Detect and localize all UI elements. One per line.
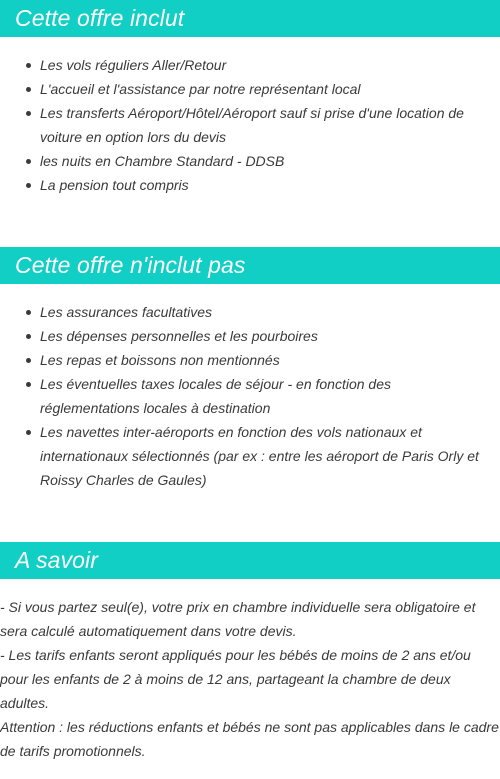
list-item <box>40 101 500 149</box>
list-item <box>40 149 500 173</box>
list-item-text: Les éventuelles taxes locales de séjour - en fonction des réglementations locales à destination <box>40 376 391 416</box>
list-item-text: L'accueil et l'assistance par notre représentant local <box>40 81 361 97</box>
bullet-icon <box>26 63 31 68</box>
list-item <box>40 372 500 420</box>
list-item <box>40 173 500 197</box>
excludes-heading: Cette offre n'inclut pas <box>0 247 500 284</box>
excludes-list <box>0 300 500 492</box>
savoir-heading: A savoir <box>0 542 500 579</box>
list-item <box>40 348 500 372</box>
bullet-icon <box>26 183 31 188</box>
savoir-paragraph: - Les tarifs enfants seront appliqués pour les bébés de moins de 2 ans et/ou pour les enfants de 2 à moins de 12 ans, partageant la chambre de deux adultes. <box>0 647 471 711</box>
bullet-icon <box>26 334 31 339</box>
list-item-text: les nuits en Chambre Standard - DDSB <box>40 153 285 169</box>
savoir-text <box>0 595 500 763</box>
bullet-icon <box>26 111 31 116</box>
list-item <box>40 300 500 324</box>
list-item <box>40 77 500 101</box>
bullet-icon <box>26 310 31 315</box>
bullet-icon <box>26 430 31 435</box>
includes-list <box>0 53 500 197</box>
list-item-text: Les dépenses personnelles et les pourboires <box>40 328 318 344</box>
savoir-paragraph: - Si vous partez seul(e), votre prix en chambre individuelle sera obligatoire et sera calculé automatiquement dans votre devis. <box>0 599 476 639</box>
list-item <box>40 324 500 348</box>
savoir-paragraph: Attention : les réductions enfants et bébés ne sont pas applicables dans le cadre de tarifs promotionnels. <box>0 719 499 759</box>
list-item-text: La pension tout compris <box>40 177 189 193</box>
list-item-text: Les vols réguliers Aller/Retour <box>40 57 227 73</box>
list-item-text: Les transferts Aéroport/Hôtel/Aéroport sauf si prise d'une location de voiture en option lors du devis <box>40 105 464 145</box>
bullet-icon <box>26 87 31 92</box>
list-item-text: Les assurances facultatives <box>40 304 212 320</box>
list-item <box>40 53 500 77</box>
bullet-icon <box>26 382 31 387</box>
includes-heading: Cette offre inclut <box>0 0 500 37</box>
list-item <box>40 420 500 492</box>
bullet-icon <box>26 159 31 164</box>
list-item-text: Les repas et boissons non mentionnés <box>40 352 280 368</box>
bullet-icon <box>26 358 31 363</box>
list-item-text: Les navettes inter-aéroports en fonction des vols nationaux et internationaux sélectionnés (par ex : entre les aéroport de Paris Orly et Roissy Charles de Gaules) <box>40 424 479 488</box>
